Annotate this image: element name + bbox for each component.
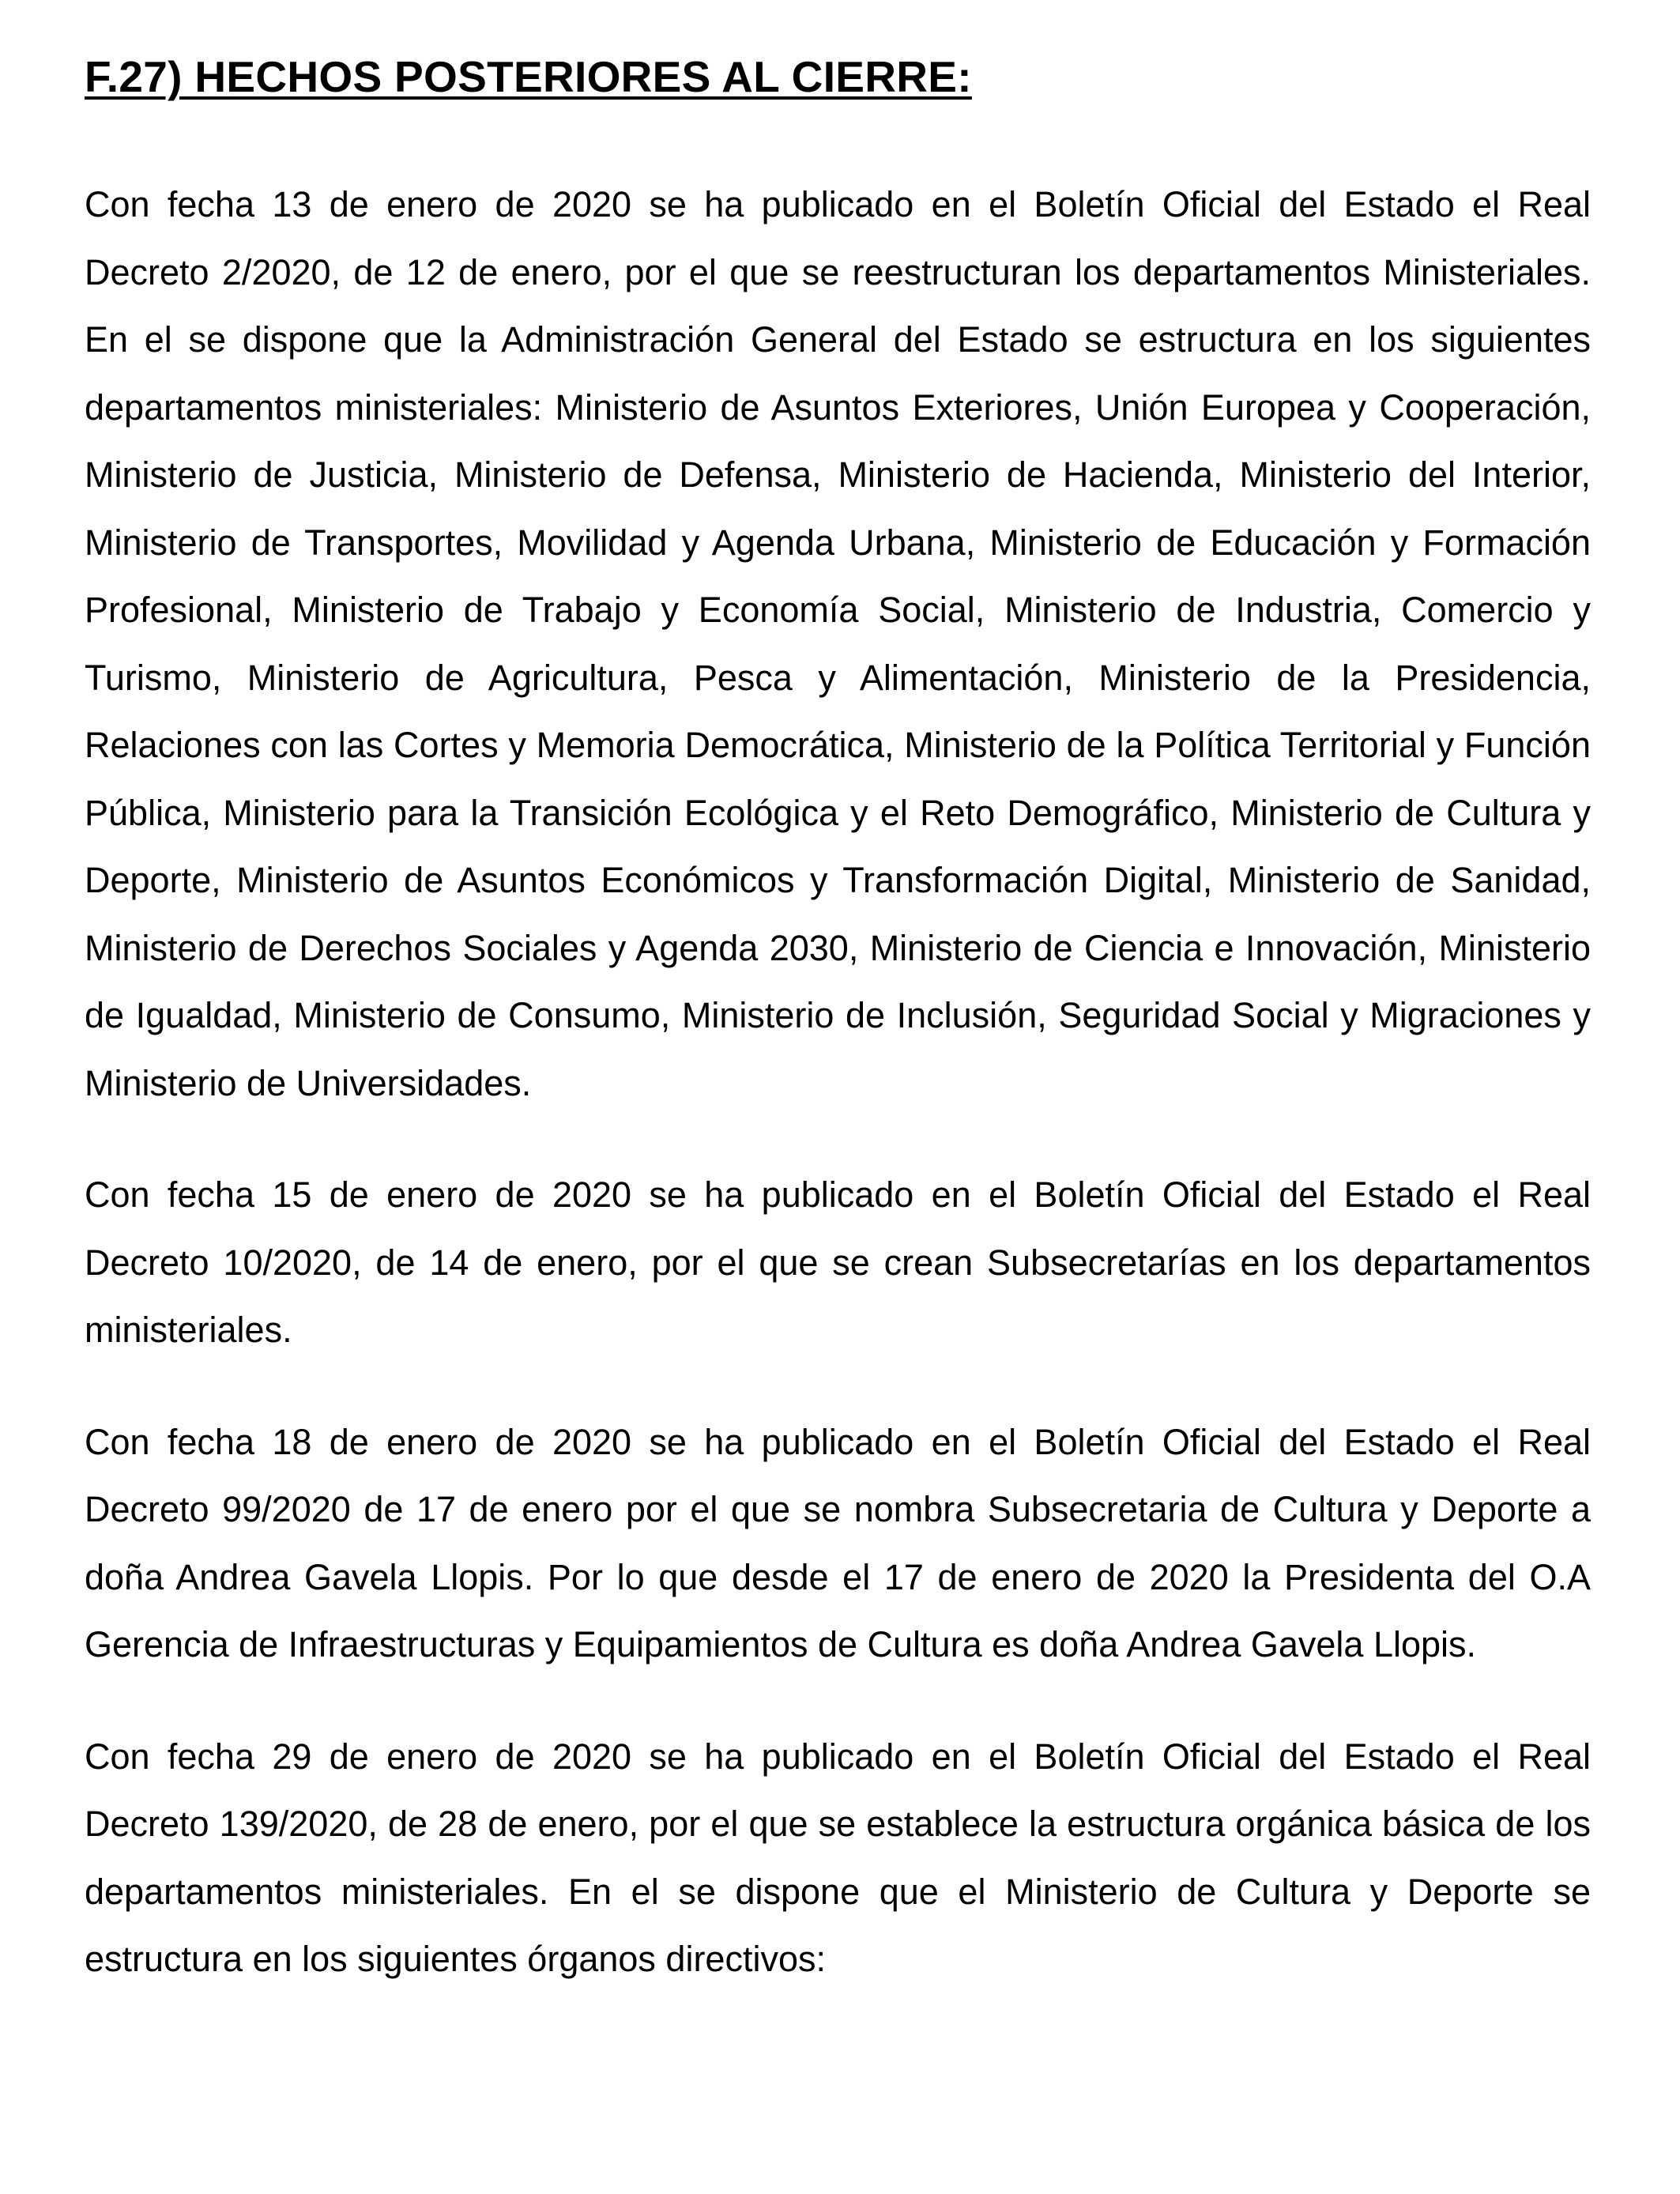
document-page [85, 49, 1591, 1993]
paragraph-subsecretarias: Con fecha 15 de enero de 2020 se ha publicado en el Boletín Oficial del Estado el Real Decreto 10/2020, de 14 de enero, por el que se crean Subsecretarías en los departamentos ministeriales. [85, 1174, 1591, 1350]
paragraph-appointment: Con fecha 18 de enero de 2020 se ha publicado en el Boletín Oficial del Estado el Real Decreto 99/2020 de 17 de enero por el que se nombra Subsecretaria de Cultura y Deporte a doña Andrea Gavela Llopis. Por lo que desde el 17 de enero de 2020 la Presidenta del O.A Gerencia de Infraestructuras y Equipamientos de Cultura es doña Andrea Gavela Llopis. [85, 1421, 1591, 1664]
section-heading: F.27) HECHOS POSTERIORES AL CIERRE: [85, 52, 972, 101]
paragraph-organic-structure: Con fecha 29 de enero de 2020 se ha publicado en el Boletín Oficial del Estado el Real Decreto 139/2020, de 28 de enero, por el que se establece la estructura orgánica básica de los departamentos ministeriales. En el se dispone que el Ministerio de Cultura y Deporte se estructura en los siguientes órganos directivos: [85, 1736, 1591, 1979]
paragraph-ministerial-restructuring: Con fecha 13 de enero de 2020 se ha publicado en el Boletín Oficial del Estado el Real Decreto 2/2020, de 12 de enero, por el que se reestructuran los departamentos Ministeriales. En el se dispone que la Administración General del Estado se estructura en los siguientes departamentos ministeriales: Ministerio de Asuntos Exteriores, Unión Europea y Cooperación, Ministerio de Justicia, Ministerio de Defensa, Ministerio de Hacienda, Ministerio del Interior, Ministerio de Transportes, Movilidad y Agenda Urbana, Ministerio de Educación y Formación Profesional, Ministerio de Trabajo y Economía Social, Ministerio de Industria, Comercio y Turismo, Ministerio de Agricultura, Pesca y Alimentación, Ministerio de la Presidencia, Relaciones con las Cortes y Memoria Democrática, Ministerio de la Política Territorial y Función Pública, Ministerio para la Transición Ecológica y el Reto Demográfico, Ministerio de Cultura y Deporte, Ministerio de Asuntos Económicos y Transformación Digital, Ministerio de Sanidad, Ministerio de Derechos Sociales y Agenda 2030, Ministerio de Ciencia e Innovación, Ministerio de Igualdad, Ministerio de Consumo, Ministerio de Inclusión, Seguridad Social y Migraciones y Ministerio de Universidades. [85, 184, 1591, 1103]
